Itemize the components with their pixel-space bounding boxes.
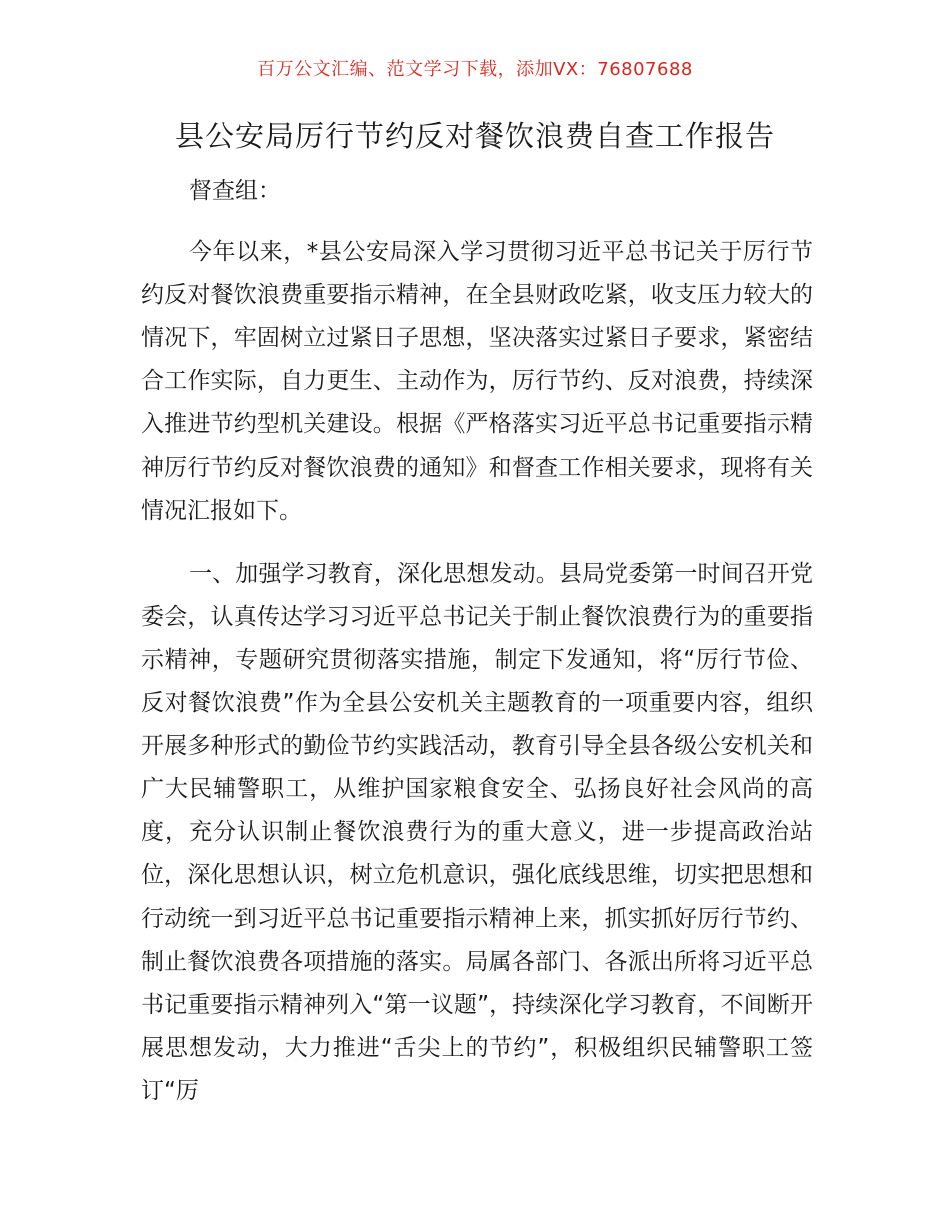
paragraph-intro: 今年以来，*县公安局深入学习贯彻习近平总书记关于厉行节约反对餐饮浪费重要指示精神，在全县财政吃紧，收支压力较大的情况下，牢固树立过紧日子思想，坚决落实过紧日子要求，紧密结合工作实际，自力更生、主动作为，厉行节约、反对浪费，持续深入推进节约型机关建设。根据《严格落实习近平总书记重要指示精神厉行节约反对餐饮浪费的通知》和督查工作相关要求，现将有关情况汇报如下。 (141, 239, 813, 524)
salutation: 督查组： (189, 178, 281, 204)
watermark-banner: 百万公文汇编、范文学习下载，添加VX：76807688 (257, 59, 693, 80)
document-body (141, 170, 813, 1133)
paragraph-section-1: 一、加强学习教育，深化思想发动。县局党委第一时间召开党委会，认真传达学习习近平总书记关于制止餐饮浪费行为的重要指示精神，专题研究贯彻落实措施，制定下发通知，将“厉行节俭、反对餐饮浪费”作为全县公安机关主题教育的一项重要内容，组织开展多种形式的勤俭节约实践活动，教育引导全县各级公安机关和广大民辅警职工，从维护国家粮食安全、弘扬良好社会风尚的高度，充分认识制止餐饮浪费行为的重大意义，进一步提高政治站位，深化思想认识，树立危机意识，强化底线思维，切实把思想和行动统一到习近平总书记重要指示精神上来，抓实抓好厉行节约、制止餐饮浪费各项措施的落实。局属各部门、各派出所将习近平总书记重要指示精神列入“第一议题”，持续深化学习教育，不间断开展思想发动，大力推进“舌尖上的节约”，积极组织民辅警职工签订“厉 (141, 560, 813, 1104)
document-title: 县公安局厉行节约反对餐饮浪费自查工作报告 (174, 119, 775, 153)
